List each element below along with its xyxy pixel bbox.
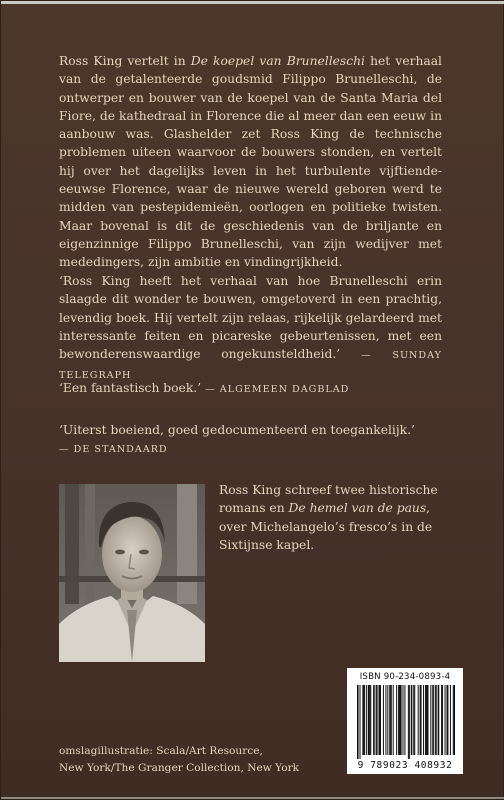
bio-text-start: Ross King schreef twee historische romans en <box>219 483 438 516</box>
cover-credit <box>59 743 329 777</box>
quote-algemeen-dagblad <box>59 379 442 399</box>
quote-text: ‘Uiterst boeiend, goed gedocumenteerd en toegankelijk.’ <box>59 423 415 437</box>
quote-text: ‘Ross King heeft het verhaal van hoe Brunelleschi erin slaagde dit wonder te bouwen, omgetoverd in een prachtig, levendig boek. Hij vertelt zijn relaas, rijkelijk gelardeerd met interessante feiten en picareske gebeurtenissen, met een bewonderenswaardige ongekunsteldheid.’ <box>59 274 442 362</box>
isbn-number: ISBN 90-234-0893-4 <box>359 672 451 682</box>
bottom-edge <box>1 797 504 799</box>
intro-text-start: Ross King vertelt in <box>59 54 191 68</box>
intro-paragraph <box>59 52 442 272</box>
ean-barcode <box>355 685 455 759</box>
quote-source: — SUNDAY TELEGRAPH <box>59 350 442 382</box>
intro-book-title: De koepel van Brunelleschi <box>190 54 365 68</box>
top-edge <box>1 1 504 4</box>
quote-source: — ALGEMEEN DAGBLAD <box>201 384 350 395</box>
author-photo <box>59 484 205 662</box>
bio-text-rest: , over Michelangelo’s fresco’s in de Sixtijnse kapel. <box>219 501 433 552</box>
quote-sunday-telegraph <box>59 272 442 386</box>
intro-text-rest: het verhaal van de getalenteerde goudsmid Filippo Brunelleschi, de ontwerper en bouwer van de koepel van de Santa Maria del Fiore, de kathedraal in Florence die al meer dan een eeuw in aanbouw was. Glashelder zet Ross King de technische problemen uiteen waarvoor de bouwers stonden, en vertelt hij over het dagelijks leven in het turbulente vijftiende-eeuwse Florence, waar de nieuwe wereld geboren werd te midden van pestepidemieën, oorlogen en politieke twisten. Maar bovenal is dit de geschiedenis van de briljante en eigenzinnige Filippo Brunelleschi, van zijn wedijver met mededingers, zijn ambitie en vindingrijkheid. <box>59 54 442 270</box>
credit-line-2: New York/The Granger Collection, New York <box>59 762 300 774</box>
barcode-label <box>347 668 463 774</box>
author-portrait-image <box>59 484 205 662</box>
credit-line-1: omslagillustratie: Scala/Art Resource, <box>59 745 263 757</box>
author-bio <box>219 481 451 554</box>
ean-digits: 9 789023 408932 <box>357 760 453 771</box>
bio-book-title: De hemel van de paus <box>288 501 427 516</box>
quote-de-standaard <box>59 421 442 460</box>
quote-text: ‘Een fantastisch boek.’ <box>59 381 202 395</box>
quote-source: — DE STANDAARD <box>59 444 168 456</box>
